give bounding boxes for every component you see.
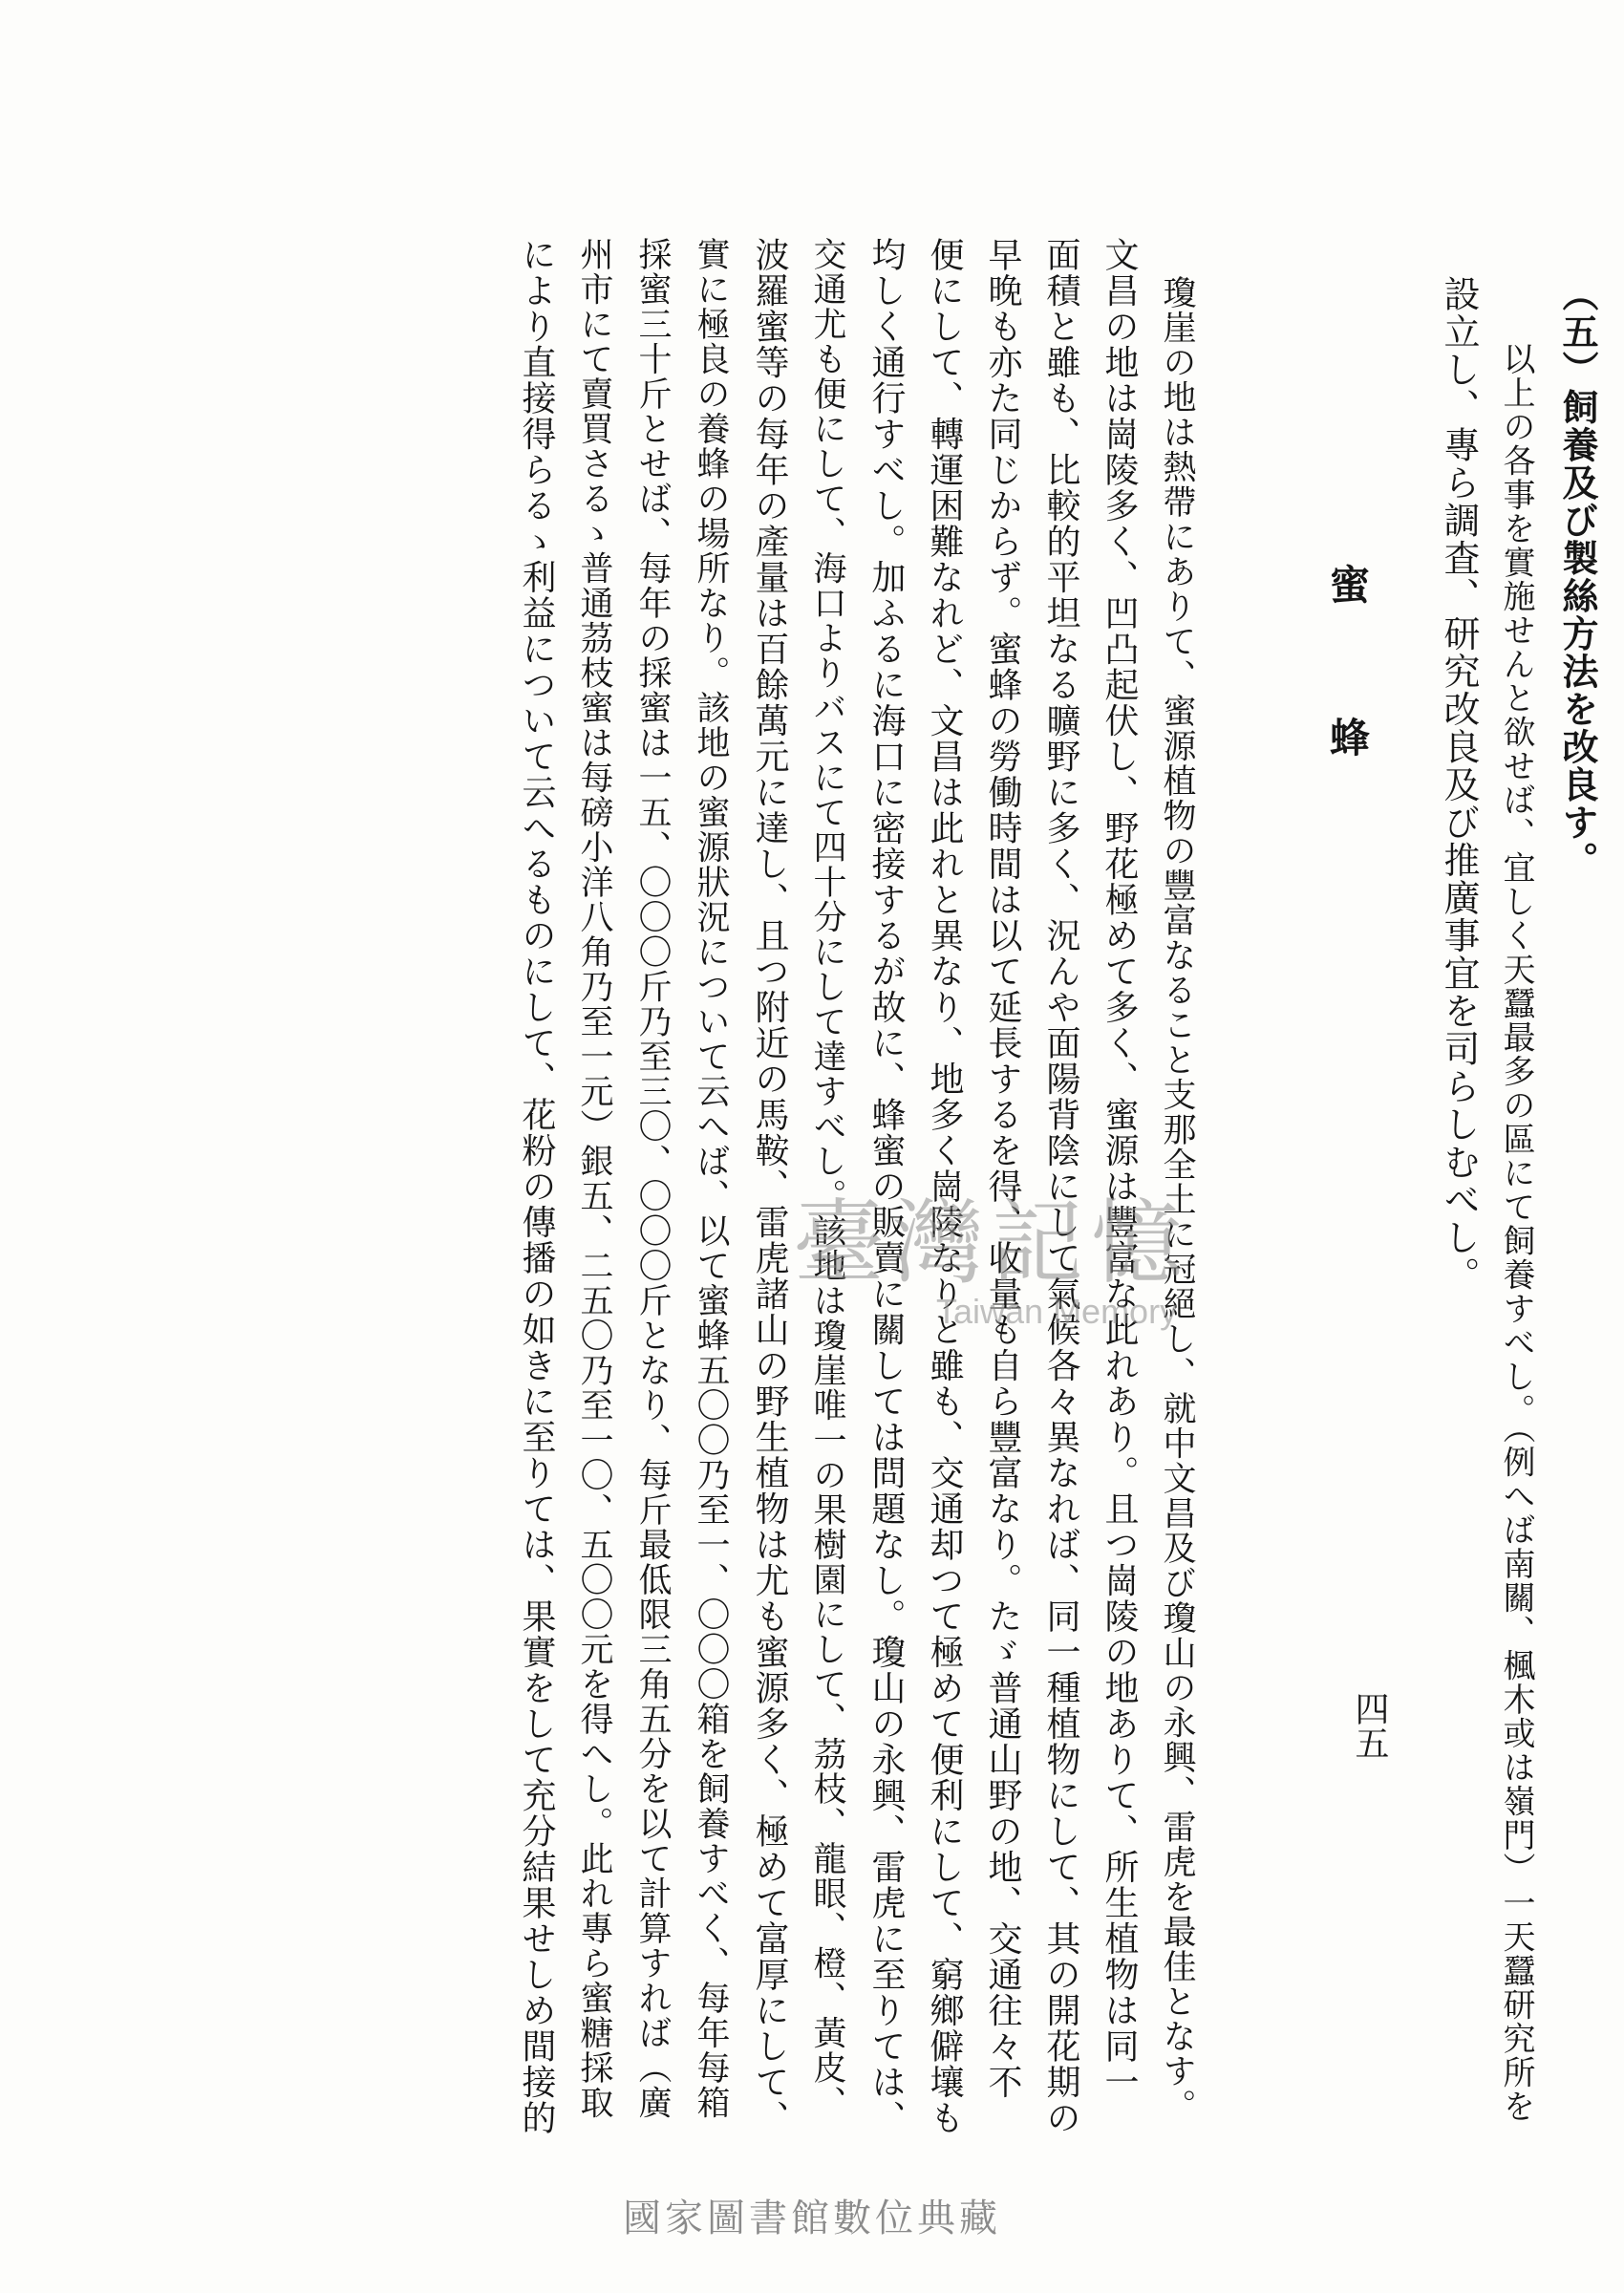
text-line: 採蜜三十斤とせば、每年の採蜜は一五、〇〇〇斤乃至三〇、〇〇〇斤となり、每斤最低限三角五分を以て計算すれば（廣 (633, 237, 672, 2120)
text-line: 設立し、專ら調査、研究改良及び推廣事宜を司らしむべし。 (1438, 275, 1480, 1295)
text-line: 文昌の地は崗陵多く、凹凸起伏し、野花極めて多く、蜜源は豐富な此れあり。且つ崗陵の地ありて、所生植物は同一 (1100, 237, 1139, 2100)
text-line: 實に極良の養蜂の場所なり。該地の蜜源狀況について云へば、以て蜜蜂五〇〇乃至一、〇〇〇箱を飼養すべく、每年每箱 (692, 237, 730, 2120)
text-line: 交通尤も便にして、海口よりバスにて四十分にして達すべし。該地は瓊崖唯一の果樹園にして、茘枝、龍眼、橙、黃皮、 (808, 237, 846, 2120)
text-line: 面積と雖も、比較的平坦なる曠野に多く、況んや面陽背陰にして氣候各々異なれば、同一種植物にして、其の開花期の (1041, 237, 1080, 2136)
text-line: 州市にて賣買さるゝ普通茘枝蜜は每磅小洋八角乃至一元）銀五、二五〇乃至一〇、五〇〇元を得へし。此れ專ら蜜糖採取 (575, 237, 613, 2120)
footer-credit: 國家圖書館數位典藏 (623, 2197, 1001, 2240)
text-line: 以上の各事を實施せんと欲せば、宜しく天蠶最多の區にて飼養すべし。（例へば南關、楓木或は嶺門）一天蠶研究所を (1497, 342, 1535, 2124)
watermark-main-text: 臺灣記憶 (793, 1189, 1190, 1297)
text-line: 均しく通行すべし。加ふるに海口に密接するが故に、蜂蜜の販賣に關しては問題なし。瓊山の永興、雷虎に至りては、 (866, 237, 906, 2136)
text-line: 便にして、轉運困難なれど、文昌は此れと異なり、地多く崗陵なりと雖も、交通却つて極めて便利にして、窮鄉僻壤も (925, 237, 964, 2136)
text-line: により直接得らるゝ利益について云へるものにして、花粉の傳播の如きに至りては、果實をして充分結果せしめ間接的 (517, 237, 556, 2136)
text-line: 早晚も亦た同じからず。蜜蜂の勞働時間は以て延長するを得、收量も自ら豐富なり。たゞ普通山野の地、交通往々不 (983, 237, 1022, 2100)
text-line: 波羅蜜等の每年の產量は百餘萬元に達し、且つ附近の馬鞍、雷虎諸山の野生植物は尤も蜜源多く、極めて富厚にして、 (750, 237, 789, 2136)
section-title: （五）飼養及び製絲方法を改良す。 (1556, 275, 1599, 879)
text-line: 瓊崖の地は熱帶にありて、蜜源植物の豐富なること支那全土に冠絕し、就中文昌及び瓊山の永興、雷虎を最佳となす。 (1158, 275, 1196, 2124)
section-heading: 蜜蜂 (1324, 564, 1371, 869)
watermark-sub-text: Taiwan Memory (936, 1292, 1178, 1331)
page-number: 四五 (1350, 1691, 1389, 1760)
